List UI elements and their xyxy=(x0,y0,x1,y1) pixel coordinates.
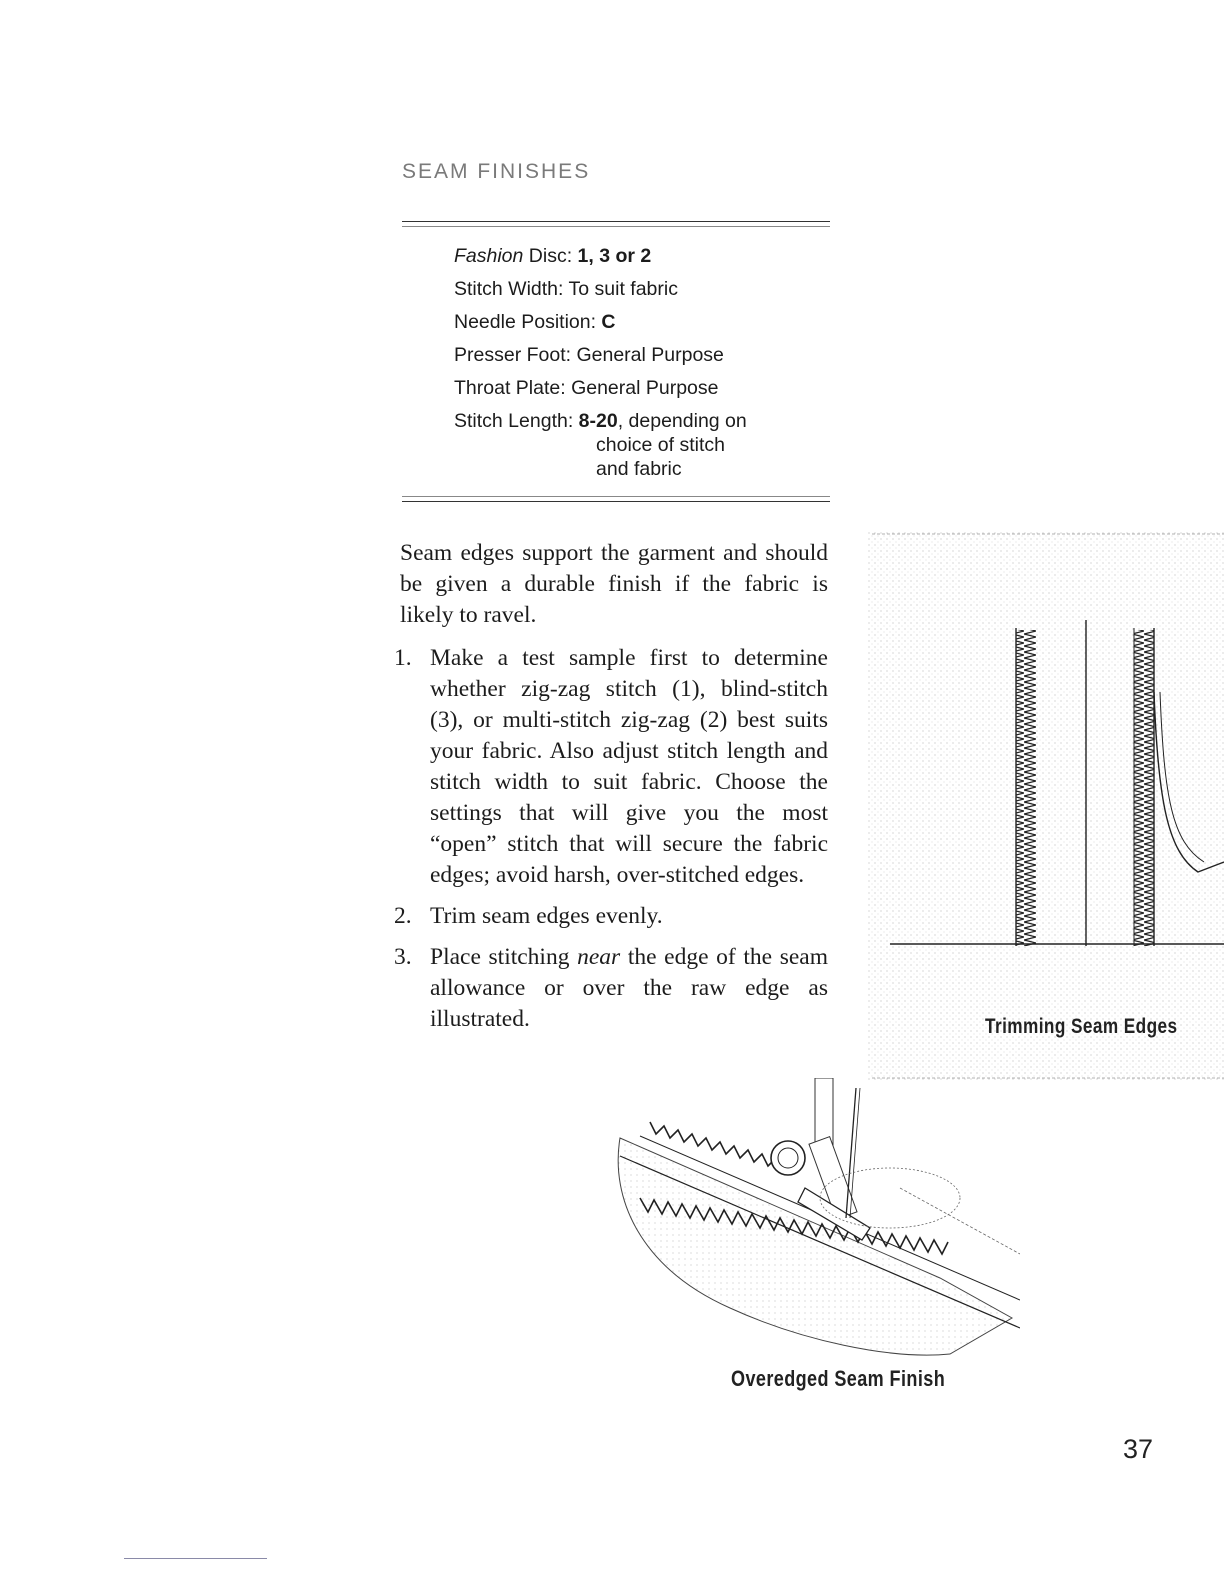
fashion-disc-italic: Fashion xyxy=(454,245,524,267)
step-number: 2. xyxy=(394,903,412,929)
setting-stitch-length xyxy=(454,405,834,481)
setting-needle-position xyxy=(454,306,834,339)
setting-presser-foot xyxy=(454,339,834,372)
overedged-caption: Overedged Seam Finish xyxy=(731,1366,946,1391)
section-title: SEAM FINISHES xyxy=(402,160,591,183)
fashion-disc-value: 1, 3 or 2 xyxy=(577,245,652,267)
needle-position-label: Needle Position: xyxy=(454,311,602,333)
setting-throat-plate xyxy=(454,372,834,405)
step-3 xyxy=(394,942,828,1035)
setting-fashion-disc xyxy=(454,240,834,273)
footer-rule xyxy=(124,1558,267,1559)
fashion-disc-label: Disc: xyxy=(523,245,578,267)
stitch-length-value: 8-20 xyxy=(578,410,618,432)
throat-plate-label: Throat Plate: xyxy=(454,377,572,399)
intro-paragraph: Seam edges support the garment and should be given a durable finish if the fabric is likely to ravel. xyxy=(400,540,828,628)
step-number: 1. xyxy=(394,645,412,671)
step-text: Make a test sample first to determine whether zig-zag stitch (1), blind-stitch (3), or multi-stitch zig-zag (2) best suits your fabric. Also adjust stitch length and stitch width to suit fabric. Choose the settings that will give you the most “open” stitch that will secure the fabric edges; avoid harsh, over-stitched edges. xyxy=(430,645,828,888)
stitch-length-line3: and fabric xyxy=(596,458,682,480)
bottom-divider-thin xyxy=(402,496,830,497)
top-divider-thin xyxy=(402,226,830,227)
body-text xyxy=(394,538,828,1045)
trimming-caption: Trimming Seam Edges xyxy=(985,1015,1178,1038)
stitch-length-label: Stitch Length: xyxy=(454,410,579,432)
trimming-seam-illustration xyxy=(868,532,1224,1080)
stitch-length-rest: , depending on xyxy=(617,410,747,432)
setting-stitch-width xyxy=(454,273,834,306)
step-number: 3. xyxy=(394,944,412,970)
step-text: Trim seam edges evenly. xyxy=(430,903,663,929)
throat-plate-value: General Purpose xyxy=(571,377,719,399)
step-1 xyxy=(394,643,828,891)
step-text-after: the edge of the seam allowance or over the raw edge as illustrated. xyxy=(430,944,828,1032)
top-divider xyxy=(402,221,830,222)
presser-foot-value: General Purpose xyxy=(576,344,724,366)
stitch-length-line2: choice of stitch xyxy=(596,434,725,456)
machine-settings xyxy=(454,240,834,481)
steps-list xyxy=(394,643,828,1035)
step-text-emphasis: near xyxy=(577,944,621,970)
page-number: 37 xyxy=(1123,1434,1154,1464)
needle-position-value: C xyxy=(601,311,616,333)
step-text-before: Place stitching xyxy=(430,944,578,970)
step-2 xyxy=(394,901,828,932)
overedged-seam-illustration xyxy=(600,1078,1020,1368)
presser-foot-label: Presser Foot: xyxy=(454,344,577,366)
stitch-width-label: Stitch Width: xyxy=(454,278,569,300)
stitch-width-value: To suit fabric xyxy=(568,278,678,300)
bottom-divider xyxy=(402,501,830,502)
